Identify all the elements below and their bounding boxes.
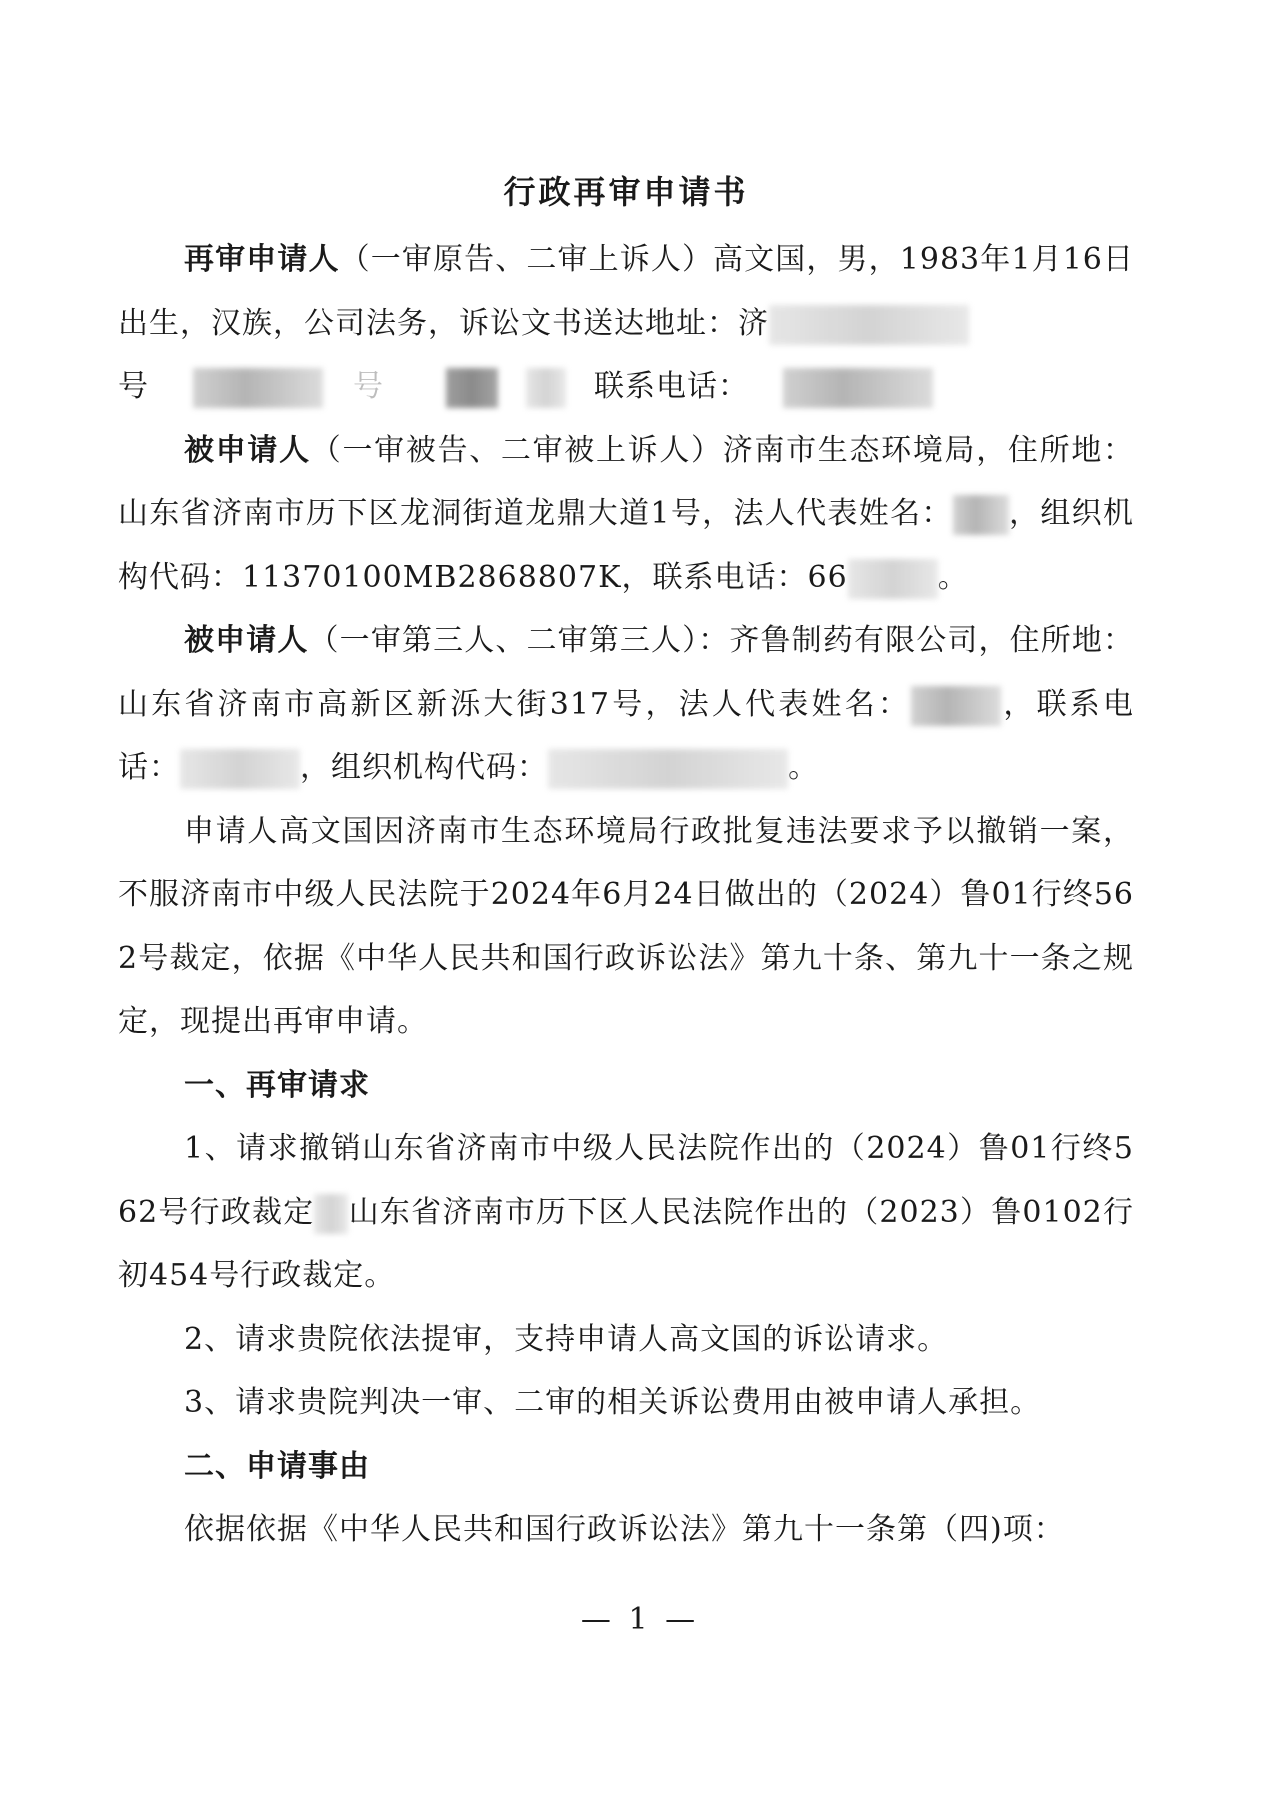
applicant-details: （一审原告、二审上诉人）高文国，男，1983年1月16日出生，汉族，公司法务，诉讼文书送达地址：济 xyxy=(118,242,1135,341)
request-1-part-a: 1、请求撤销山东省济南市中级人民法院作出的（2024）鲁01行终562号行政裁定 xyxy=(118,1131,1134,1230)
reason-paragraph: 依据依据《中华人民共和国行政诉讼法》第九十一条第（四)项： xyxy=(184,1512,1065,1547)
section2-heading: 二、申请事由 xyxy=(184,1448,370,1484)
redacted-address-2 xyxy=(193,368,323,408)
redacted-org-code xyxy=(548,749,788,789)
redacted-phone-3 xyxy=(180,749,300,789)
redacted-legal-rep-name xyxy=(953,495,1009,535)
redacted-connector xyxy=(314,1194,348,1234)
redacted-address-3 xyxy=(446,368,498,408)
applicant-paragraph xyxy=(118,228,1134,355)
respondent2-role-label: 被申请人 xyxy=(184,623,309,658)
respondent1-paragraph xyxy=(118,419,1134,610)
section1-heading: 一、再审请求 xyxy=(184,1067,370,1103)
address-number-label-2: 号 xyxy=(353,369,384,404)
document-title: 行政再审申请书 xyxy=(503,173,749,211)
respondent2-paragraph xyxy=(118,609,1134,800)
applicant-role-label: 再审申请人 xyxy=(184,242,340,277)
redacted-address-4 xyxy=(526,368,566,408)
redacted-address-1 xyxy=(769,305,969,345)
request-1 xyxy=(118,1117,1134,1308)
respondent2-phone-label: ，联系电话： xyxy=(118,686,1135,785)
respondent2-end: 。 xyxy=(788,750,819,785)
redacted-legal-rep-name-2 xyxy=(911,686,1001,726)
applicant-phone-label: 联系电话： xyxy=(594,369,749,404)
request-2: 2、请求贵院依法提审，支持申请人高文国的诉讼请求。 xyxy=(184,1321,949,1357)
respondent2-org-code-label: ，组织机构代码： xyxy=(300,750,548,785)
intro-paragraph: 申请人高文国因济南市生态环境局行政批复违法要求予以撤销一案，不服济南市中级人民法院于2024年6月24日做出的（2024）鲁01行终562号裁定，依据《中华人民共和国行政诉讼法》第九十条、第九十一条之规定，现提出再审申请。 xyxy=(118,813,1134,1039)
respondent2-details: （一审第三人、二审第三人）：齐鲁制药有限公司，住所地：山东省济南市高新区新泺大街317号，法人代表姓名： xyxy=(118,623,1135,722)
request-3: 3、请求贵院判决一审、二审的相关诉讼费用由被申请人承担。 xyxy=(184,1385,1042,1420)
request-1-part-b: 山东省济南市历下区人民法院作出的（2023）鲁0102行初454号行政裁定。 xyxy=(118,1194,1134,1293)
respondent1-end: 。 xyxy=(937,559,969,595)
respondent1-role-label: 被申请人 xyxy=(184,432,311,468)
redacted-phone xyxy=(783,368,933,408)
document-body xyxy=(118,164,1134,1562)
page-number: — 1 — xyxy=(580,1602,700,1637)
respondent1-details: （一审被告、二审被上诉人）济南市生态环境局，住所地：山东省济南市历下区龙洞街道龙鼎大道1号，法人代表姓名： xyxy=(118,432,1135,531)
redacted-phone-2 xyxy=(848,559,938,599)
respondent1-org-code: ，组织机构代码：11370100MB2868807K，联系电话：66 xyxy=(118,496,1134,595)
applicant-address-line xyxy=(118,355,1134,419)
address-number-label: 号 xyxy=(118,369,149,404)
